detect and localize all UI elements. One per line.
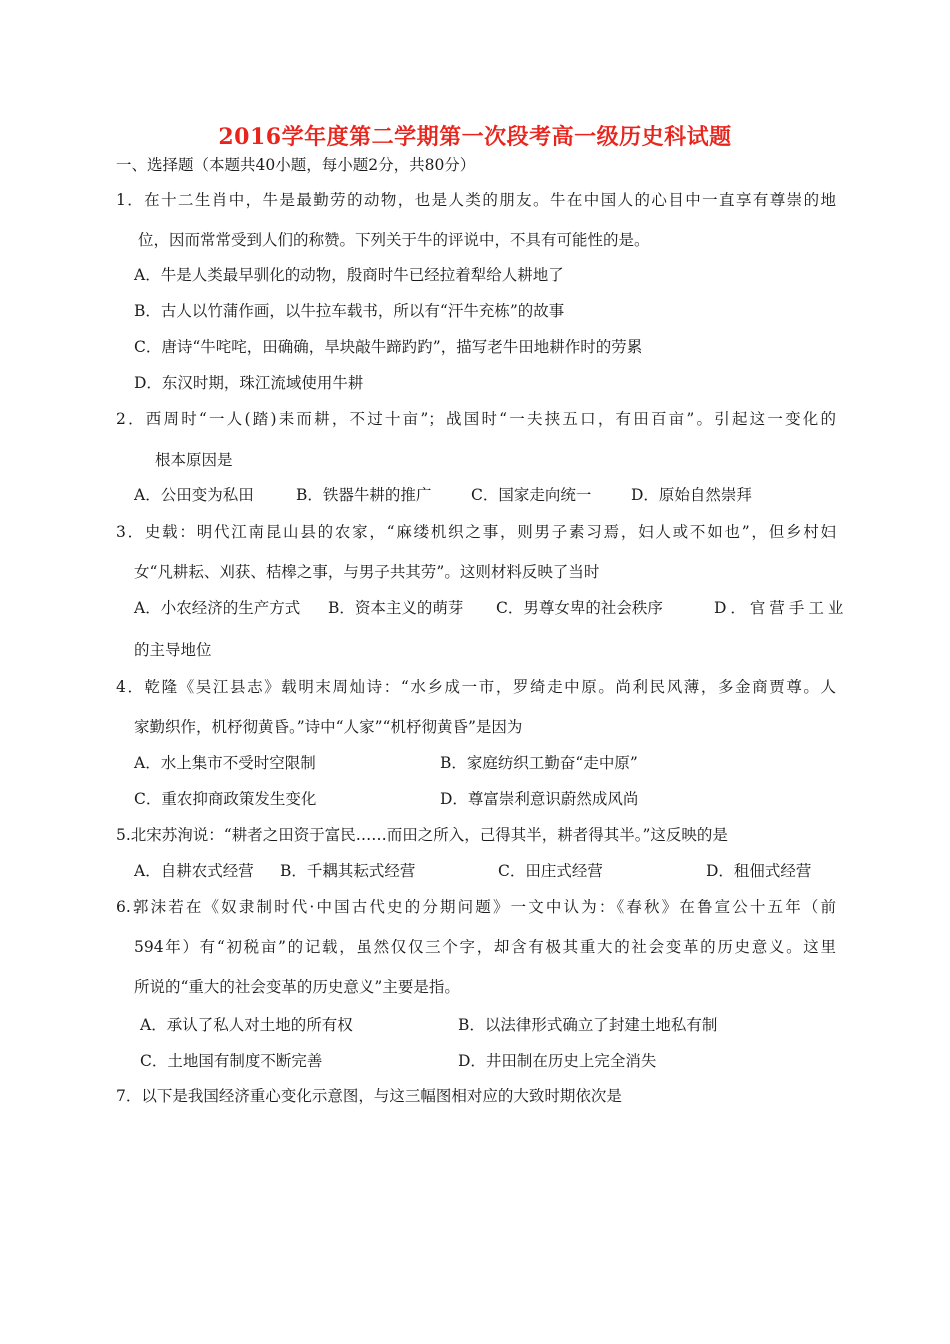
question-3-option-a: A．小农经济的生产方式 [134, 599, 301, 617]
question-3-option-c: C．男尊女卑的社会秩序 [496, 599, 663, 617]
question-1-stem-cont: 位，因而常常受到人们的称赞。下列关于牛的评说中，不具有可能性的是。 [138, 231, 650, 249]
question-4-option-a: A．水上集市不受时空限制 [134, 754, 316, 772]
question-3-option-d-cont: 的主导地位 [134, 641, 212, 659]
question-2-option-d: D．原始自然崇拜 [631, 486, 752, 504]
question-4-stem-cont: 家勤织作，机杼彻黄昏。”诗中“人家”“机杼彻黄昏”是因为 [134, 718, 523, 736]
question-2-option-a: A．公田变为私田 [134, 486, 254, 504]
question-4-option-c: C．重农抑商政策发生变化 [134, 790, 317, 808]
question-1-option-b: B．古人以竹蒲作画，以牛拉车载书，所以有“汗牛充栋”的故事 [134, 302, 565, 320]
question-3-stem-cont: 女“凡耕耘、刈获、桔槔之事，与男子共其劳”。这则材料反映了当时 [134, 563, 600, 581]
question-2-stem-cont: 根本原因是 [155, 451, 233, 469]
question-4-option-d: D．尊富崇利意识蔚然成风尚 [440, 790, 639, 808]
question-6-stem: 6.郭沫若在《奴隶制时代·中国古代史的分期问题》一文中认为：《春秋》在鲁宣公十五年（前 [116, 898, 836, 916]
question-3-option-b: B．资本主义的萌芽 [328, 599, 464, 617]
question-5-option-c: C．田庄式经营 [498, 862, 603, 880]
question-6-option-a: A．承认了私人对土地的所有权 [140, 1016, 353, 1034]
question-3-option-d: D．官营手工业 [714, 599, 848, 617]
question-3-stem: 3．史载：明代江南昆山县的农家，“麻缕机织之事，则男子素习焉，妇人或不如也”，但乡村妇 [116, 523, 836, 541]
question-2-option-b: B．铁器牛耕的推广 [296, 486, 432, 504]
question-4-stem: 4．乾隆《吴江县志》载明末周灿诗：“水乡成一市，罗绮走中原。尚利民风薄，多金商贾尊。人 [116, 678, 836, 696]
question-5-option-d: D．租佃式经营 [706, 862, 812, 880]
section-heading: 一、选择题（本题共40小题，每小题2分，共80分） [116, 156, 476, 174]
question-5-option-b: B．千耦其耘式经营 [280, 862, 416, 880]
question-1-option-c: C．唐诗“牛咤咤，田确确，旱块敲牛蹄趵趵”，描写老牛田地耕作时的劳累 [134, 338, 643, 356]
question-6-stem-cont-1: 594年）有“初税亩”的记载，虽然仅仅三个字，却含有极其重大的社会变革的历史意义。这里 [134, 938, 836, 956]
question-6-stem-cont-2: 所说的“重大的社会变革的历史意义”主要是指。 [134, 978, 460, 996]
question-1-option-a: A．牛是人类最早驯化的动物，殷商时牛已经拉着犁给人耕地了 [134, 266, 564, 284]
question-1-stem: 1．在十二生肖中，牛是最勤劳的动物，也是人类的朋友。牛在中国人的心目中一直享有尊崇的地 [116, 191, 836, 209]
question-7-stem: 7．以下是我国经济重心变化示意图，与这三幅图相对应的大致时期依次是 [116, 1087, 622, 1105]
question-2-option-c: C．国家走向统一 [471, 486, 592, 504]
page-title: 2016学年度第二学期第一次段考高一级历史科试题 [218, 124, 732, 150]
question-6-option-d: D．井田制在历史上完全消失 [458, 1052, 657, 1070]
question-1-option-d: D．东汉时期，珠江流域使用牛耕 [134, 374, 364, 392]
question-5-stem: 5.北宋苏洵说：“耕者之田资于富民……而田之所入，己得其半，耕者得其半。”这反映的是 [116, 826, 728, 844]
question-2-stem: 2．西周时“一人(踏)耒而耕，不过十亩”；战国时“一夫挟五口，有田百亩”。引起这一变化的 [116, 410, 836, 428]
question-6-option-c: C．土地国有制度不断完善 [140, 1052, 323, 1070]
question-6-option-b: B．以法律形式确立了封建土地私有制 [458, 1016, 718, 1034]
question-4-option-b: B．家庭纺织工勤奋“走中原” [440, 754, 638, 772]
question-5-option-a: A．自耕农式经营 [134, 862, 254, 880]
